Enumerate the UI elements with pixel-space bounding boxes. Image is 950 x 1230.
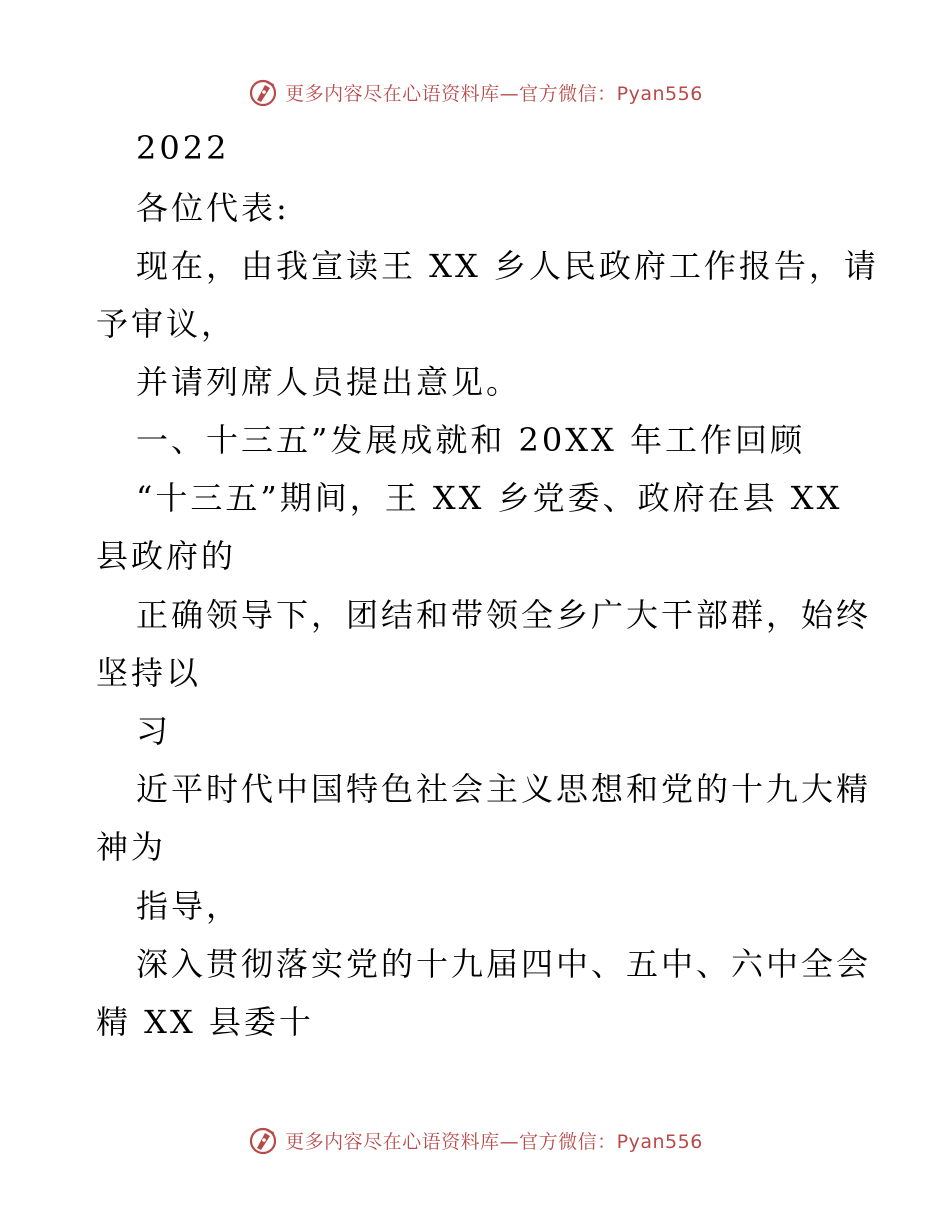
doc-line-13: 神为	[96, 828, 167, 866]
header-banner-text: 更多内容尽在心语资料库—官方微信：Pyan556	[285, 82, 703, 105]
doc-line-12: 近平时代中国特色社会主义思想和党的十九大精	[136, 770, 872, 808]
pen-nib-circle-icon	[247, 76, 279, 108]
doc-line-15: 深入贯彻落实党的十九届四中、五中、六中全会	[136, 945, 872, 983]
doc-line-16: 精 XX 县委十	[96, 1003, 314, 1041]
doc-line-7: “十三五”期间，王 XX 乡党委、政府在县 XX	[136, 479, 843, 517]
doc-line-8: 县政府的	[96, 537, 237, 575]
footer-banner-text: 更多内容尽在心语资料库—官方微信：Pyan556	[285, 1130, 703, 1153]
doc-line-3: 现在，由我宣读王 XX 乡人民政府工作报告，请	[136, 247, 879, 285]
doc-line-year: 2022	[136, 129, 230, 167]
doc-line-11: 习	[136, 712, 172, 750]
doc-line-10: 坚持以	[96, 654, 202, 692]
doc-line-5: 并请列席人员提出意见。	[136, 363, 522, 401]
doc-line-9: 正确领导下，团结和带领全乡广大干部群，始终	[136, 596, 872, 634]
pen-nib-circle-icon	[247, 1124, 279, 1156]
footer-banner	[0, 1120, 950, 1160]
header-banner	[0, 72, 950, 112]
doc-line-14: 指导，	[136, 887, 242, 925]
doc-line-section-heading: 一、十三五”发展成就和 20XX 年工作回顾	[136, 421, 805, 459]
doc-line-salutation: 各位代表:	[136, 189, 290, 227]
doc-line-4: 予审议，	[96, 305, 237, 343]
